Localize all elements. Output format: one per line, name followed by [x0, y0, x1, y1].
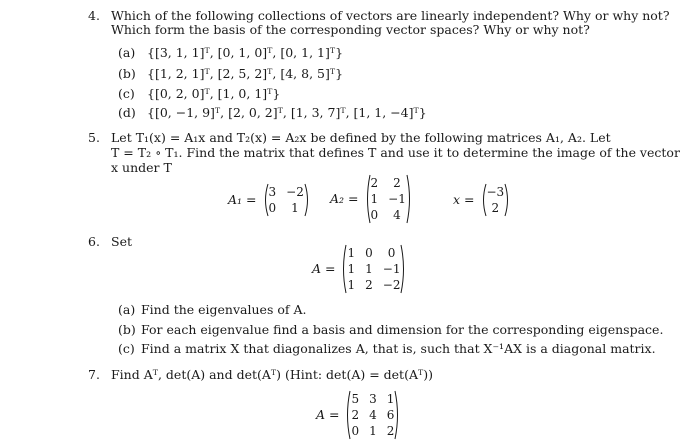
matrix-cell: 6 [386, 407, 395, 422]
q5-number: 5. [88, 130, 100, 145]
matrix-cell: 1 [291, 200, 299, 215]
q6-item-c-label: (c) [118, 341, 135, 356]
q7-number: 7. [88, 367, 100, 382]
matrix-cell: 0 [351, 423, 360, 438]
q4-item-a-label: (a) [118, 45, 136, 60]
q6-item-b-text: For each eigenvalue find a basis and dimension for the corresponding eigenspace. [141, 322, 664, 337]
q4-item-d-text: {[0, −1, 9]ᵀ, [2, 0, 2]ᵀ, [1, 3, 7]ᵀ, [1, 1, −4]ᵀ} [147, 105, 427, 120]
q5-vector-x-label: x = [453, 192, 475, 207]
matrix-cell: 0 [387, 245, 396, 260]
q6-matrix-a-label: A = [312, 261, 336, 276]
matrix-cell: −2 [382, 277, 401, 292]
left-paren-icon [481, 183, 487, 217]
right-paren-icon [504, 183, 510, 217]
matrix-cell: 1 [386, 391, 395, 406]
q5-matrix-a1-grid [269, 185, 304, 216]
q6-number: 6. [88, 234, 100, 249]
q6-item-c-text: Find a matrix X that diagonalizes A, that is, such that X⁻¹AX is a diagonal matrix. [141, 341, 656, 356]
q7-matrix-a [316, 390, 400, 440]
q5-matrix-a2-label: A₂ = [330, 191, 359, 206]
q6-item-a-text: Find the eigenvalues of A. [141, 302, 307, 317]
q5-line2: T = T₂ ∘ T₁. Find the matrix that defines T and use it to determine the image of the vector [111, 145, 680, 160]
q6-title: Set [111, 234, 132, 249]
right-paren-icon [304, 183, 310, 217]
matrix-cell: 2 [370, 175, 379, 190]
q4-item-c-text: {[0, 2, 0]ᵀ, [1, 0, 1]ᵀ} [147, 86, 281, 101]
left-paren-icon [263, 183, 269, 217]
q6-item-a-label: (a) [118, 302, 136, 317]
matrix-cell: 0 [370, 207, 379, 222]
right-paren-icon [406, 174, 412, 224]
q5-line1: Let T₁(x) = A₁x and T₂(x) = A₂x be defined by the following matrices A₁, A₂. Let [111, 130, 611, 145]
matrix-cell: 1 [365, 261, 373, 276]
left-paren-icon [341, 244, 347, 294]
q7-text: Find Aᵀ, det(A) and det(Aᵀ) (Hint: det(A) = det(Aᵀ)) [111, 367, 433, 382]
matrix-cell: −1 [388, 191, 406, 206]
q4-item-b-text: {[1, 2, 1]ᵀ, [2, 5, 2]ᵀ, [4, 8, 5]ᵀ} [147, 66, 344, 81]
q5-vector-x-grid [487, 185, 505, 216]
matrix-cell: 0 [268, 200, 277, 215]
q5-vector-x [453, 183, 510, 217]
q4-line2: Which form the basis of the corresponding vector spaces? Why or why not? [111, 22, 590, 37]
q4-item-a-text: {[3, 1, 1]ᵀ, [0, 1, 0]ᵀ, [0, 1, 1]ᵀ} [147, 45, 344, 60]
matrix-cell: 5 [351, 391, 360, 406]
matrix-cell: 3 [369, 391, 377, 406]
matrix-cell: 4 [393, 207, 401, 222]
matrix-cell: −2 [286, 184, 304, 199]
q7-matrix-a-label: A = [316, 407, 340, 422]
matrix-cell: −3 [486, 184, 505, 199]
matrix-cell: 0 [365, 245, 373, 260]
matrix-cell: 2 [365, 277, 373, 292]
q5-matrix-a1-label: A₁ = [228, 192, 257, 207]
q4-item-b-label: (b) [118, 66, 136, 81]
matrix-cell: 2 [491, 200, 500, 215]
matrix-cell: 4 [369, 407, 377, 422]
matrix-cell: 1 [369, 423, 377, 438]
q6-matrix-a-grid [347, 246, 400, 293]
left-paren-icon [345, 390, 351, 440]
q4-item-c-label: (c) [118, 86, 135, 101]
q5-matrix-a1 [228, 183, 310, 217]
q5-line3: x under T [111, 160, 172, 175]
q4-item-d-label: (d) [118, 105, 136, 120]
q7-matrix-a-grid [351, 392, 394, 439]
matrix-cell: 2 [393, 175, 401, 190]
matrix-cell: 1 [370, 191, 379, 206]
q5-matrix-a2 [330, 174, 412, 224]
matrix-cell: 1 [347, 245, 356, 260]
matrix-cell: 1 [347, 261, 356, 276]
matrix-cell: 1 [347, 277, 356, 292]
right-paren-icon [400, 244, 406, 294]
q5-matrix-a2-grid [371, 176, 406, 223]
right-paren-icon [394, 390, 400, 440]
left-paren-icon [365, 174, 371, 224]
matrix-cell: 2 [386, 423, 395, 438]
q6-item-b-label: (b) [118, 322, 136, 337]
q4-line1: Which of the following collections of vectors are linearly independent? Why or why not? [111, 8, 670, 23]
matrix-cell: −1 [382, 261, 401, 276]
matrix-cell: 3 [268, 184, 277, 199]
q6-matrix-a [312, 244, 406, 294]
q4-number: 4. [88, 8, 100, 23]
matrix-cell: 2 [351, 407, 360, 422]
